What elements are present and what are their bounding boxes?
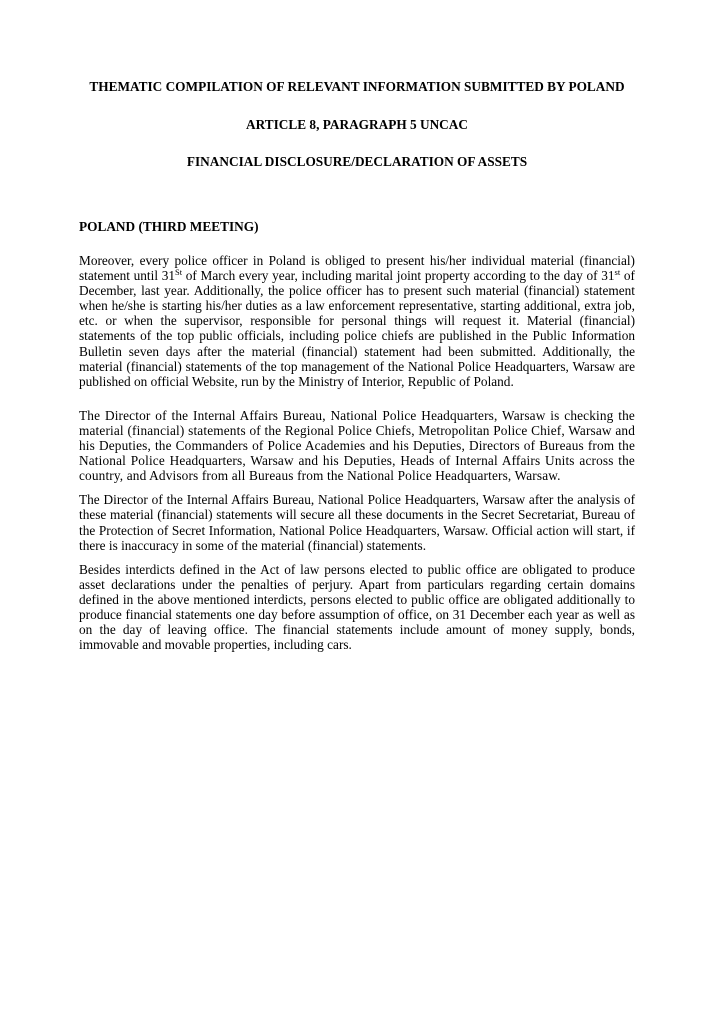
- document-title: THEMATIC COMPILATION OF RELEVANT INFORMATION SUBMITTED BY POLAND: [89, 79, 625, 94]
- section-heading: POLAND (THIRD MEETING): [79, 218, 259, 234]
- article-heading: ARTICLE 8, PARAGRAPH 5 UNCAC: [245, 116, 468, 132]
- paragraph-director-checking: The Director of the Internal Affairs Bureau, National Police Headquarters, Warsaw is checking the material (financial) statements of the Regional Police Chiefs, Metropolitan Police Chief, Warsaw and his Deputies, the Commanders of Police Academies and his Deputies, Directors of Bureaus from the National Police Headquarters, Warsaw and his Deputies, Heads of Internal Affairs Units across the country, and Advisors from all Bureaus from the National Police Headquarters, Warsaw.: [79, 407, 635, 484]
- superscript-ordinal: St: [175, 267, 183, 278]
- document-page: [79, 79, 635, 652]
- paragraph-police-statements: [79, 253, 635, 389]
- paragraph-text: of March every year, including marital joint property according to the day of 31: [182, 268, 615, 284]
- paragraph-text: Moreover, every police officer in Poland is obliged to present his/her individual material (financial) statement until 31: [79, 253, 635, 284]
- superscript-ordinal: st: [614, 267, 621, 278]
- paragraph-asset-declarations: Besides interdicts defined in the Act of law persons elected to public office are obligated to produce asset declarations under the penalties of perjury. Apart from particulars regarding certain domains defined in the above mentioned interdicts, persons elected to public office are obligated additionally to produce financial statements one day before assumption of office, on 31 December each year as well as on the day of leaving office. The financial statements include amount of money supply, bonds, immovable and movable properties, including cars.: [79, 561, 635, 653]
- topic-heading: FINANCIAL DISCLOSURE/DECLARATION OF ASSETS: [186, 154, 528, 169]
- paragraph-text: of December, last year. Additionally, the police officer has to present such material (financial) statement when he/she is starting his/her duties as a law enforcement representative, starting additional, extra job, etc. or when the supervisor, responsible for personal things will request it. Material (financial) statements of the top public officials, including police chiefs are published in the Public Information Bulletin seven days after the material (financial) statement had been submitted. Additionally, the material (financial) statements of the top management of the National Police Headquarters, Warsaw are published on official Website, run by the Ministry of Interior, Republic of Poland.: [79, 268, 635, 389]
- paragraph-secure-documents: The Director of the Internal Affairs Bureau, National Police Headquarters, Warsaw after the analysis of these material (financial) statements will secure all these documents in the Secret Secretariat, Bureau of the Protection of Secret Information, National Police Headquarters, Warsaw. Official action will start, if there is inaccuracy in some of the material (financial) statements.: [79, 492, 635, 553]
